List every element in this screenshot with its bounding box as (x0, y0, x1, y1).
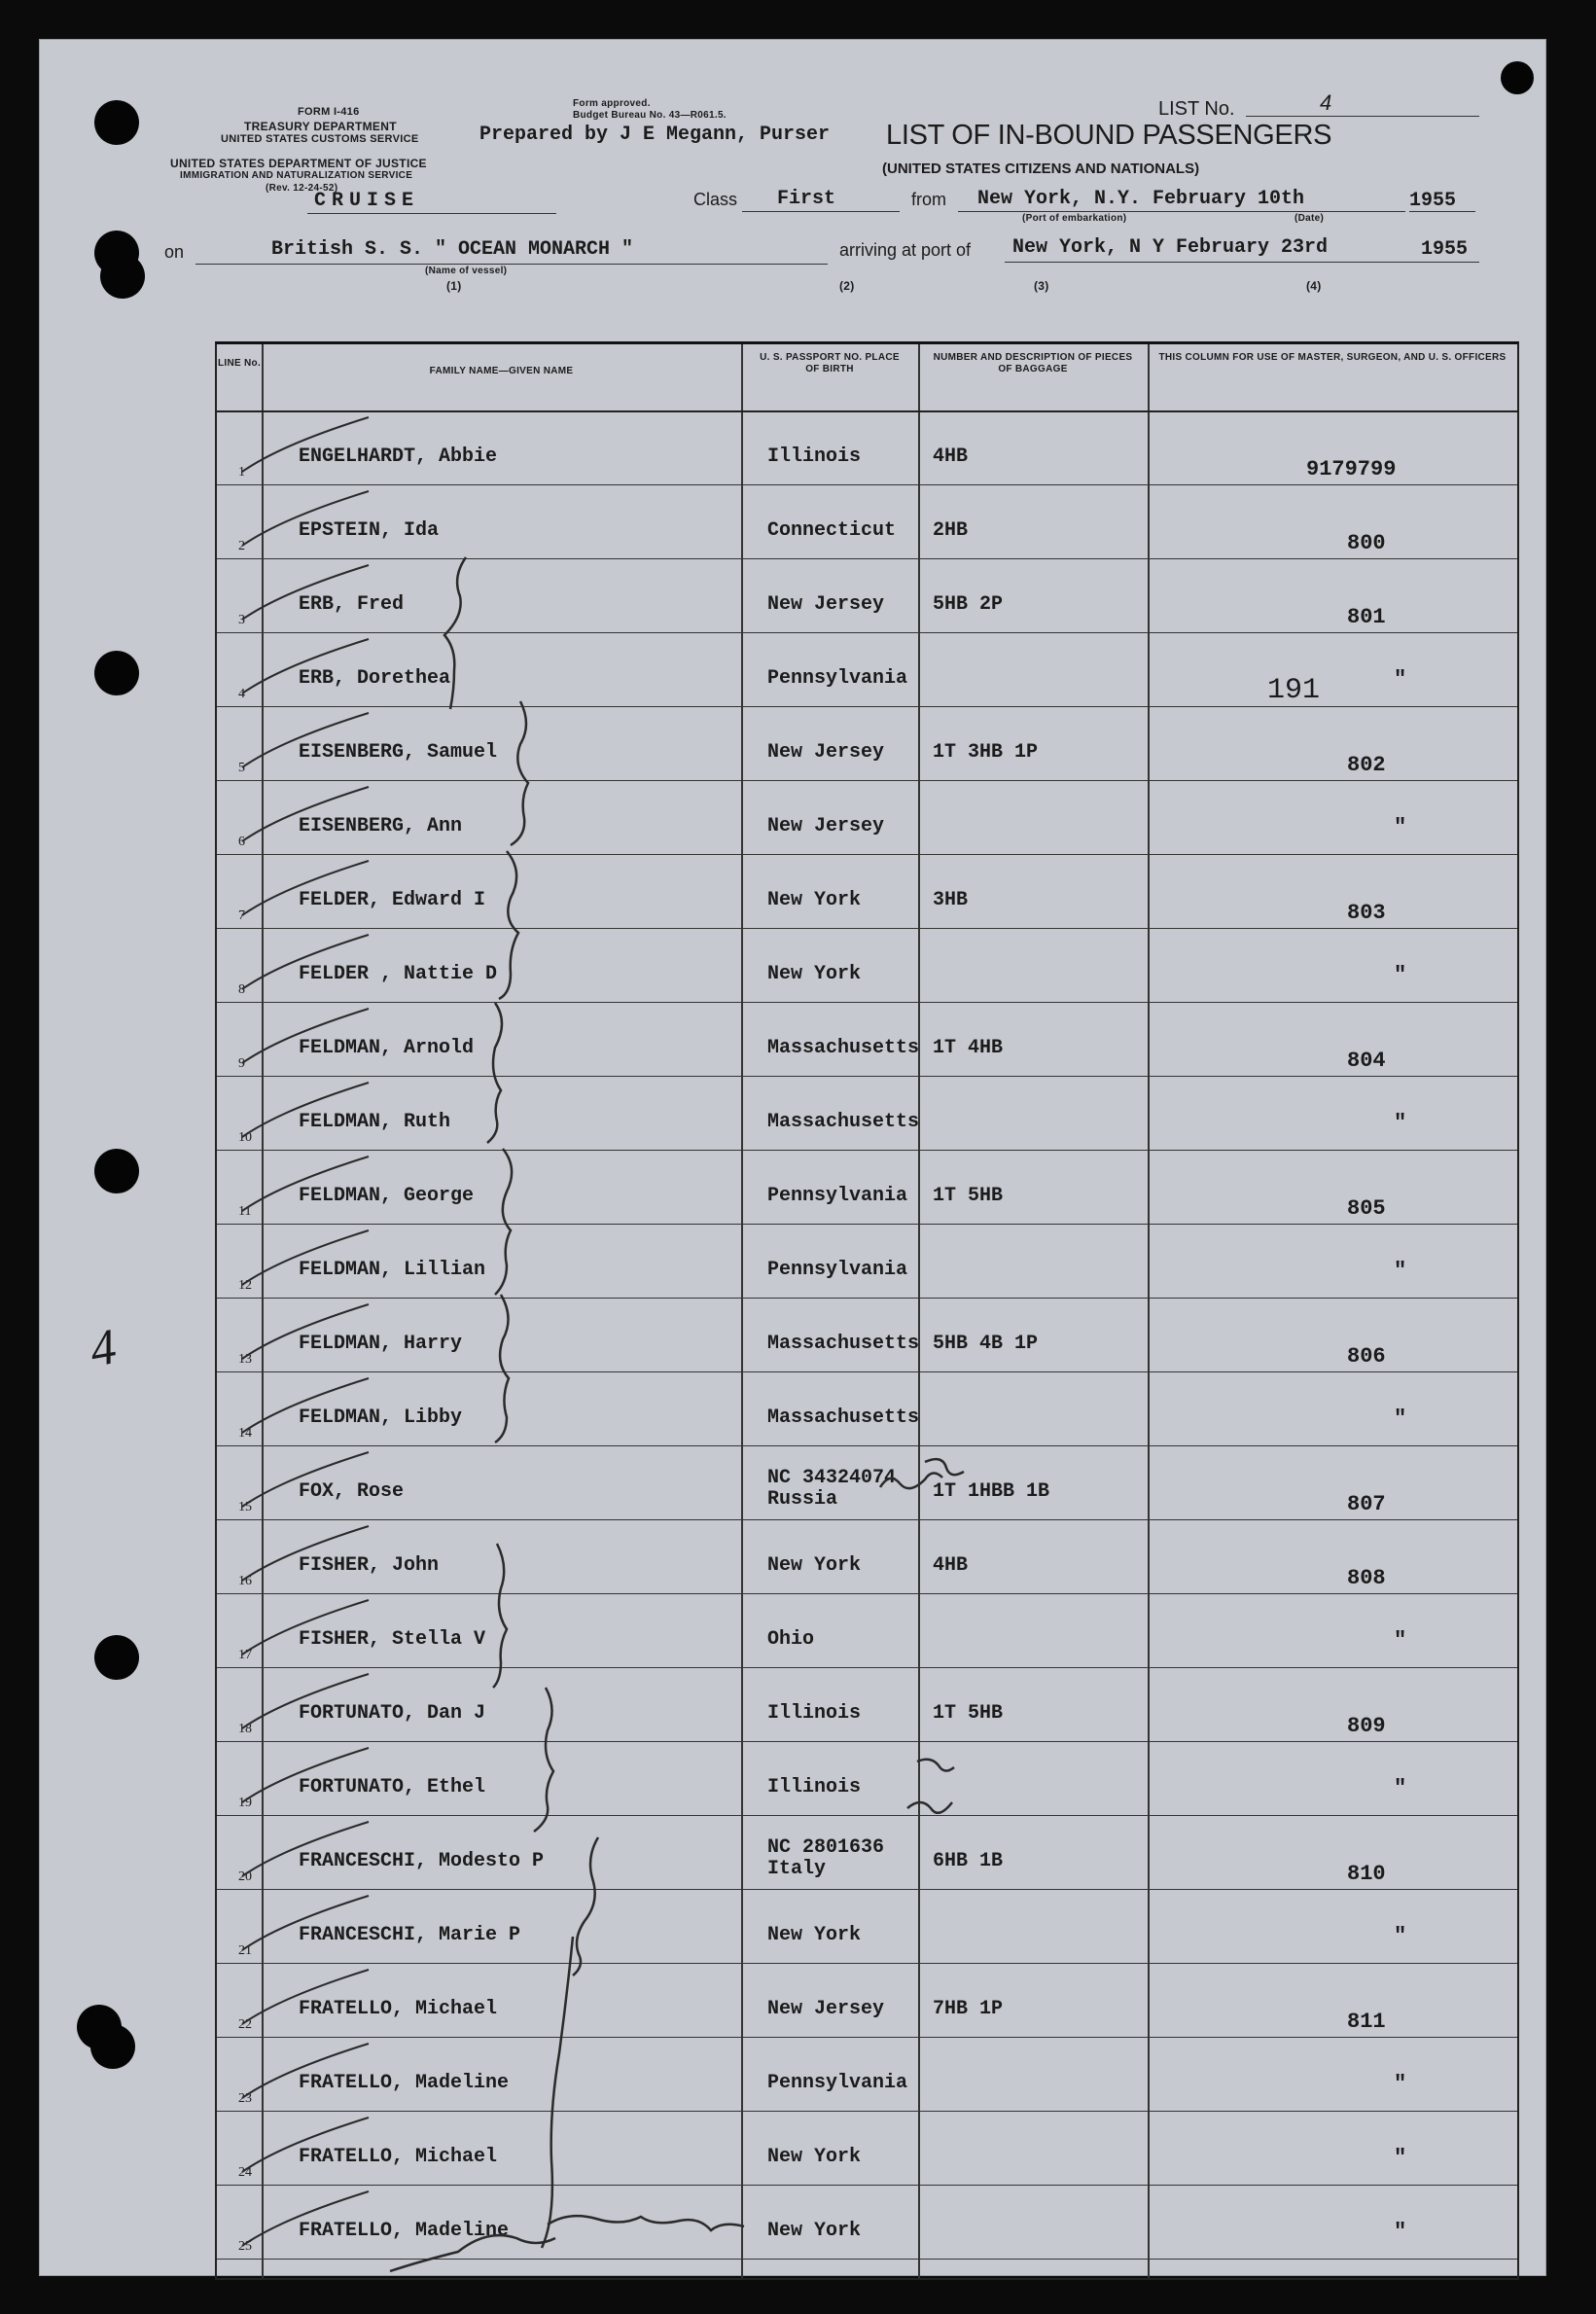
passenger-name: FRATELLO, Madeline (299, 2072, 510, 2094)
form-title: LIST OF IN-BOUND PASSENGERS (886, 120, 1332, 151)
check-tick (242, 2118, 369, 2172)
place-of-birth: New York (767, 2146, 862, 2168)
baggage-description: 1T 3HB 1P (933, 741, 1039, 764)
passenger-name: FELDMAN, George (299, 1185, 475, 1207)
check-tick (242, 787, 369, 841)
column-3-marker: (3) (1034, 279, 1049, 293)
place-of-birth: Italy (767, 1858, 827, 1880)
check-tick (242, 1896, 369, 1950)
margin-annotation: 4 (86, 1319, 121, 1378)
passenger-name: FISHER, John (299, 1554, 440, 1577)
arriving-value: New York, N Y February 23rd (1012, 236, 1329, 259)
officer-entry: 809 (1347, 1714, 1386, 1738)
passenger-name: FOX, Rose (299, 1480, 405, 1503)
header-officers: THIS COLUMN FOR USE OF MASTER, SURGEON, AND U. S. OFFICERS (1158, 352, 1507, 363)
officer-entry: " (1394, 1259, 1407, 1283)
treasury-label: TREASURY DEPARTMENT (244, 120, 397, 133)
place-of-birth: New York (767, 963, 862, 985)
officer-entry: 806 (1347, 1344, 1386, 1369)
officer-entry: " (1394, 1776, 1407, 1800)
baggage-description: 2HB (933, 519, 969, 542)
from-value: New York, N.Y. February 10th (977, 188, 1305, 210)
passenger-name: ENGELHARDT, Abbie (299, 445, 498, 468)
manifest-sheet (39, 39, 1546, 2276)
line-number: 5 (238, 761, 245, 775)
line-number: 12 (238, 1278, 252, 1293)
check-tick (242, 861, 369, 915)
check-tick (242, 565, 369, 620)
baggage-description: 6HB 1B (933, 1850, 1004, 1872)
line-number: 6 (238, 835, 245, 849)
line-number: 4 (238, 687, 245, 701)
line-number: 19 (238, 1796, 252, 1810)
passenger-name: FELDER, Edward I (299, 889, 486, 911)
passenger-name: FELDMAN, Lillian (299, 1259, 486, 1281)
check-tick (242, 1822, 369, 1876)
place-of-birth: New Jersey (767, 1998, 885, 2020)
check-tick (242, 1304, 369, 1359)
check-tick (242, 1157, 369, 1211)
place-of-birth: New Jersey (767, 741, 885, 764)
from-year: 1955 (1409, 190, 1457, 212)
port-embark-caption: (Port of embarkation) (1022, 213, 1127, 224)
column-4-marker: (4) (1306, 279, 1322, 293)
line-number: 14 (238, 1426, 252, 1441)
arriving-label: arriving at port of (839, 240, 972, 260)
place-of-birth: New York (767, 889, 862, 911)
column-1-marker: (1) (446, 279, 462, 293)
officer-entry: " (1394, 1111, 1407, 1135)
line-number: 16 (238, 1574, 252, 1588)
line-number: 23 (238, 2091, 252, 2106)
line-number: 1 (238, 465, 245, 480)
place-of-birth: Massachusetts (767, 1111, 920, 1133)
passenger-name: ERB, Dorethea (299, 667, 451, 690)
rev-label: (Rev. 12-24-52) (266, 183, 338, 194)
check-tick (242, 1674, 369, 1728)
line-number: 2 (238, 539, 245, 553)
list-no-value: 4 (1320, 90, 1332, 115)
line-number: 10 (238, 1130, 252, 1145)
line-number: 3 (238, 613, 245, 627)
officer-entry: 810 (1347, 1862, 1386, 1886)
place-of-birth: Ohio (767, 1628, 815, 1651)
check-tick (242, 1970, 369, 2024)
on-label: on (164, 242, 185, 262)
check-tick (242, 1452, 369, 1507)
officer-entry: " (1394, 2146, 1407, 2170)
customs-label: UNITED STATES CUSTOMS SERVICE (221, 133, 419, 145)
officer-entry: " (1394, 2072, 1407, 2096)
check-tick (242, 935, 369, 989)
form-number: FORM I-416 (298, 106, 360, 118)
place-of-birth: Massachusetts (767, 1333, 920, 1355)
punch-hole (100, 254, 145, 299)
punch-hole (94, 1635, 139, 1680)
check-tick (242, 1083, 369, 1137)
place-of-birth: Illinois (767, 445, 862, 468)
check-tick (242, 1748, 369, 1802)
officer-entry: " (1394, 667, 1407, 692)
check-tick (242, 1009, 369, 1063)
punch-hole (94, 651, 139, 695)
baggage-description: 1T 5HB (933, 1702, 1004, 1725)
line-number: 13 (238, 1352, 252, 1367)
passenger-name: FELDMAN, Ruth (299, 1111, 451, 1133)
officer-entry: 802 (1347, 753, 1386, 777)
check-tick (242, 639, 369, 694)
place-of-birth: Illinois (767, 1776, 862, 1798)
officer-entry: 9179799 (1306, 457, 1397, 481)
place-of-birth: Pennsylvania (767, 1185, 908, 1207)
officer-entry: 808 (1347, 1566, 1386, 1590)
place-of-birth: Pennsylvania (767, 1259, 908, 1281)
line-number: 25 (238, 2239, 252, 2254)
officer-entry: " (1394, 1924, 1407, 1948)
line-number: 17 (238, 1648, 252, 1662)
officer-entry: " (1394, 815, 1407, 839)
prepared-by: Prepared by J E Megann, Purser (479, 124, 831, 146)
officer-entry: 805 (1347, 1196, 1386, 1221)
baggage-description: 5HB 4B 1P (933, 1333, 1039, 1355)
cruise-label: CRUISE (314, 190, 420, 212)
officer-entry: " (1394, 963, 1407, 987)
line-number: 7 (238, 908, 245, 923)
place-of-birth: Illinois (767, 1702, 862, 1725)
passenger-name: FRATELLO, Madeline (299, 2220, 510, 2242)
check-tick (242, 1526, 369, 1581)
line-number: 22 (238, 2017, 252, 2032)
officer-entry: " (1394, 1628, 1407, 1653)
baggage-description: 3HB (933, 889, 969, 911)
punch-hole (94, 1149, 139, 1193)
check-tick (242, 1378, 369, 1433)
line-number: 18 (238, 1722, 252, 1736)
officer-entry: " (1394, 2220, 1407, 2244)
date-caption: (Date) (1295, 213, 1325, 224)
punch-hole (90, 2024, 135, 2069)
baggage-description: 4HB (933, 445, 969, 468)
line-number: 24 (238, 2165, 252, 2180)
punch-hole (1501, 61, 1534, 94)
passenger-name: FRANCESCHI, Modesto P (299, 1850, 545, 1872)
baggage-description: 4HB (933, 1554, 969, 1577)
check-tick (242, 713, 369, 767)
column-2-marker: (2) (839, 279, 855, 293)
line-number: 11 (238, 1204, 252, 1219)
check-tick (242, 1600, 369, 1655)
passenger-name: FELDMAN, Harry (299, 1333, 463, 1355)
line-number: 8 (238, 982, 245, 997)
passenger-name: FELDMAN, Arnold (299, 1037, 475, 1059)
place-of-birth: Russia (767, 1488, 838, 1511)
passenger-name: FRATELLO, Michael (299, 1998, 498, 2020)
class-value: First (777, 188, 836, 210)
passenger-name: EISENBERG, Ann (299, 815, 463, 837)
stamp-number: 191 (1267, 674, 1321, 707)
place-of-birth: Massachusetts (767, 1406, 920, 1429)
header-passport: U. S. PASSPORT NO. PLACE OF BIRTH (760, 352, 900, 374)
officer-entry: 804 (1347, 1049, 1386, 1073)
baggage-description: 5HB 2P (933, 593, 1004, 616)
passenger-name: FORTUNATO, Dan J (299, 1702, 486, 1725)
baggage-description: 1T 5HB (933, 1185, 1004, 1207)
passenger-name: FISHER, Stella V (299, 1628, 486, 1651)
justice-label: UNITED STATES DEPARTMENT OF JUSTICE (170, 157, 427, 170)
header-name: FAMILY NAME—GIVEN NAME (429, 366, 574, 376)
place-of-birth: New Jersey (767, 593, 885, 616)
place-of-birth: New Jersey (767, 815, 885, 837)
officer-entry: 811 (1347, 2010, 1386, 2034)
vessel-name: British S. S. " OCEAN MONARCH " (271, 238, 634, 261)
baggage-description: 7HB 1P (933, 1998, 1004, 2020)
line-number: 20 (238, 1869, 252, 1884)
check-tick (242, 2044, 369, 2098)
place-of-birth: New York (767, 1924, 862, 1946)
officer-entry: " (1394, 1406, 1407, 1431)
header-line-no: LINE No. (217, 358, 262, 369)
immigration-label: IMMIGRATION AND NATURALIZATION SERVICE (180, 170, 413, 181)
arriving-year: 1955 (1421, 238, 1469, 261)
officer-entry: 800 (1347, 531, 1386, 555)
punch-hole (94, 100, 139, 145)
check-tick (242, 491, 369, 546)
baggage-description: 1T 1HBB 1B (933, 1480, 1050, 1503)
line-number: 21 (238, 1943, 252, 1958)
place-of-birth: Massachusetts (767, 1037, 920, 1059)
list-no-label: LIST No. (1158, 98, 1235, 120)
form-approved: Form approved. (573, 98, 651, 109)
budget-bureau: Budget Bureau No. 43—R061.5. (573, 110, 727, 121)
officer-entry: 801 (1347, 605, 1386, 629)
line-number: 15 (238, 1500, 252, 1514)
place-of-birth: Connecticut (767, 519, 897, 542)
form-subtitle: (UNITED STATES CITIZENS AND NATIONALS) (882, 160, 1200, 177)
passport-number: NC 2801636 (767, 1836, 885, 1859)
passport-number: NC 34324074 (767, 1467, 897, 1489)
baggage-description: 1T 4HB (933, 1037, 1004, 1059)
check-tick (242, 1230, 369, 1285)
passenger-name: FRATELLO, Michael (299, 2146, 498, 2168)
line-number: 9 (238, 1056, 245, 1071)
place-of-birth: New York (767, 1554, 862, 1577)
check-tick (242, 2191, 369, 2246)
vessel-caption: (Name of vessel) (425, 266, 508, 276)
place-of-birth: Pennsylvania (767, 667, 908, 690)
passenger-name: ERB, Fred (299, 593, 405, 616)
header-baggage: NUMBER AND DESCRIPTION OF PIECES OF BAGGAGE (933, 352, 1133, 374)
passenger-name: FELDMAN, Libby (299, 1406, 463, 1429)
passenger-name: FORTUNATO, Ethel (299, 1776, 486, 1798)
check-tick (242, 417, 369, 472)
passenger-name: EISENBERG, Samuel (299, 741, 498, 764)
passenger-name: FELDER , Nattie D (299, 963, 498, 985)
officer-entry: 803 (1347, 901, 1386, 925)
from-label: from (911, 190, 946, 209)
officer-entry: 807 (1347, 1492, 1386, 1516)
place-of-birth: New York (767, 2220, 862, 2242)
place-of-birth: Pennsylvania (767, 2072, 908, 2094)
handwriting-overlay (40, 40, 1545, 2275)
passenger-name: EPSTEIN, Ida (299, 519, 440, 542)
passenger-name: FRANCESCHI, Marie P (299, 1924, 521, 1946)
class-label: Class (693, 190, 738, 209)
